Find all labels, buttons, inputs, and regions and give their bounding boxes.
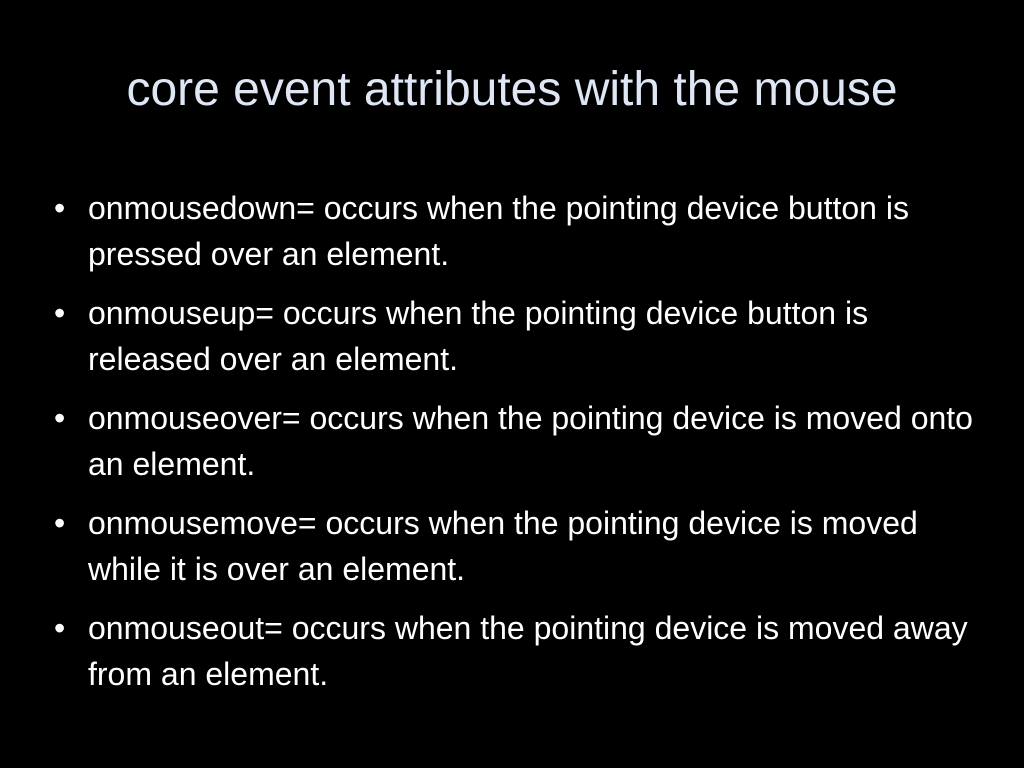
- bullet-text: onmousemove= occurs when the pointing device is moved while it is over an element.: [88, 505, 918, 587]
- bullet-marker: •: [54, 295, 66, 331]
- bullet-marker: •: [54, 505, 66, 541]
- bullet-marker: •: [54, 400, 66, 436]
- bullet-item-onmousemove: [54, 500, 984, 592]
- bullet-item-onmousedown: [54, 185, 984, 277]
- bullet-text: onmouseout= occurs when the pointing device is moved away from an element.: [88, 610, 968, 692]
- bullet-item-onmouseup: [54, 290, 984, 382]
- bullet-marker: •: [54, 190, 66, 226]
- bullet-marker: •: [54, 610, 66, 646]
- bullet-text: onmouseover= occurs when the pointing device is moved onto an element.: [88, 400, 973, 482]
- bullet-item-onmouseout: [54, 605, 984, 697]
- bullet-text: onmousedown= occurs when the pointing device button is pressed over an element.: [88, 190, 909, 272]
- slide-title: core event attributes with the mouse: [126, 63, 898, 116]
- bullet-list: [54, 185, 984, 710]
- bullet-item-onmouseover: [54, 395, 984, 487]
- bullet-text: onmouseup= occurs when the pointing device button is released over an element.: [88, 295, 869, 377]
